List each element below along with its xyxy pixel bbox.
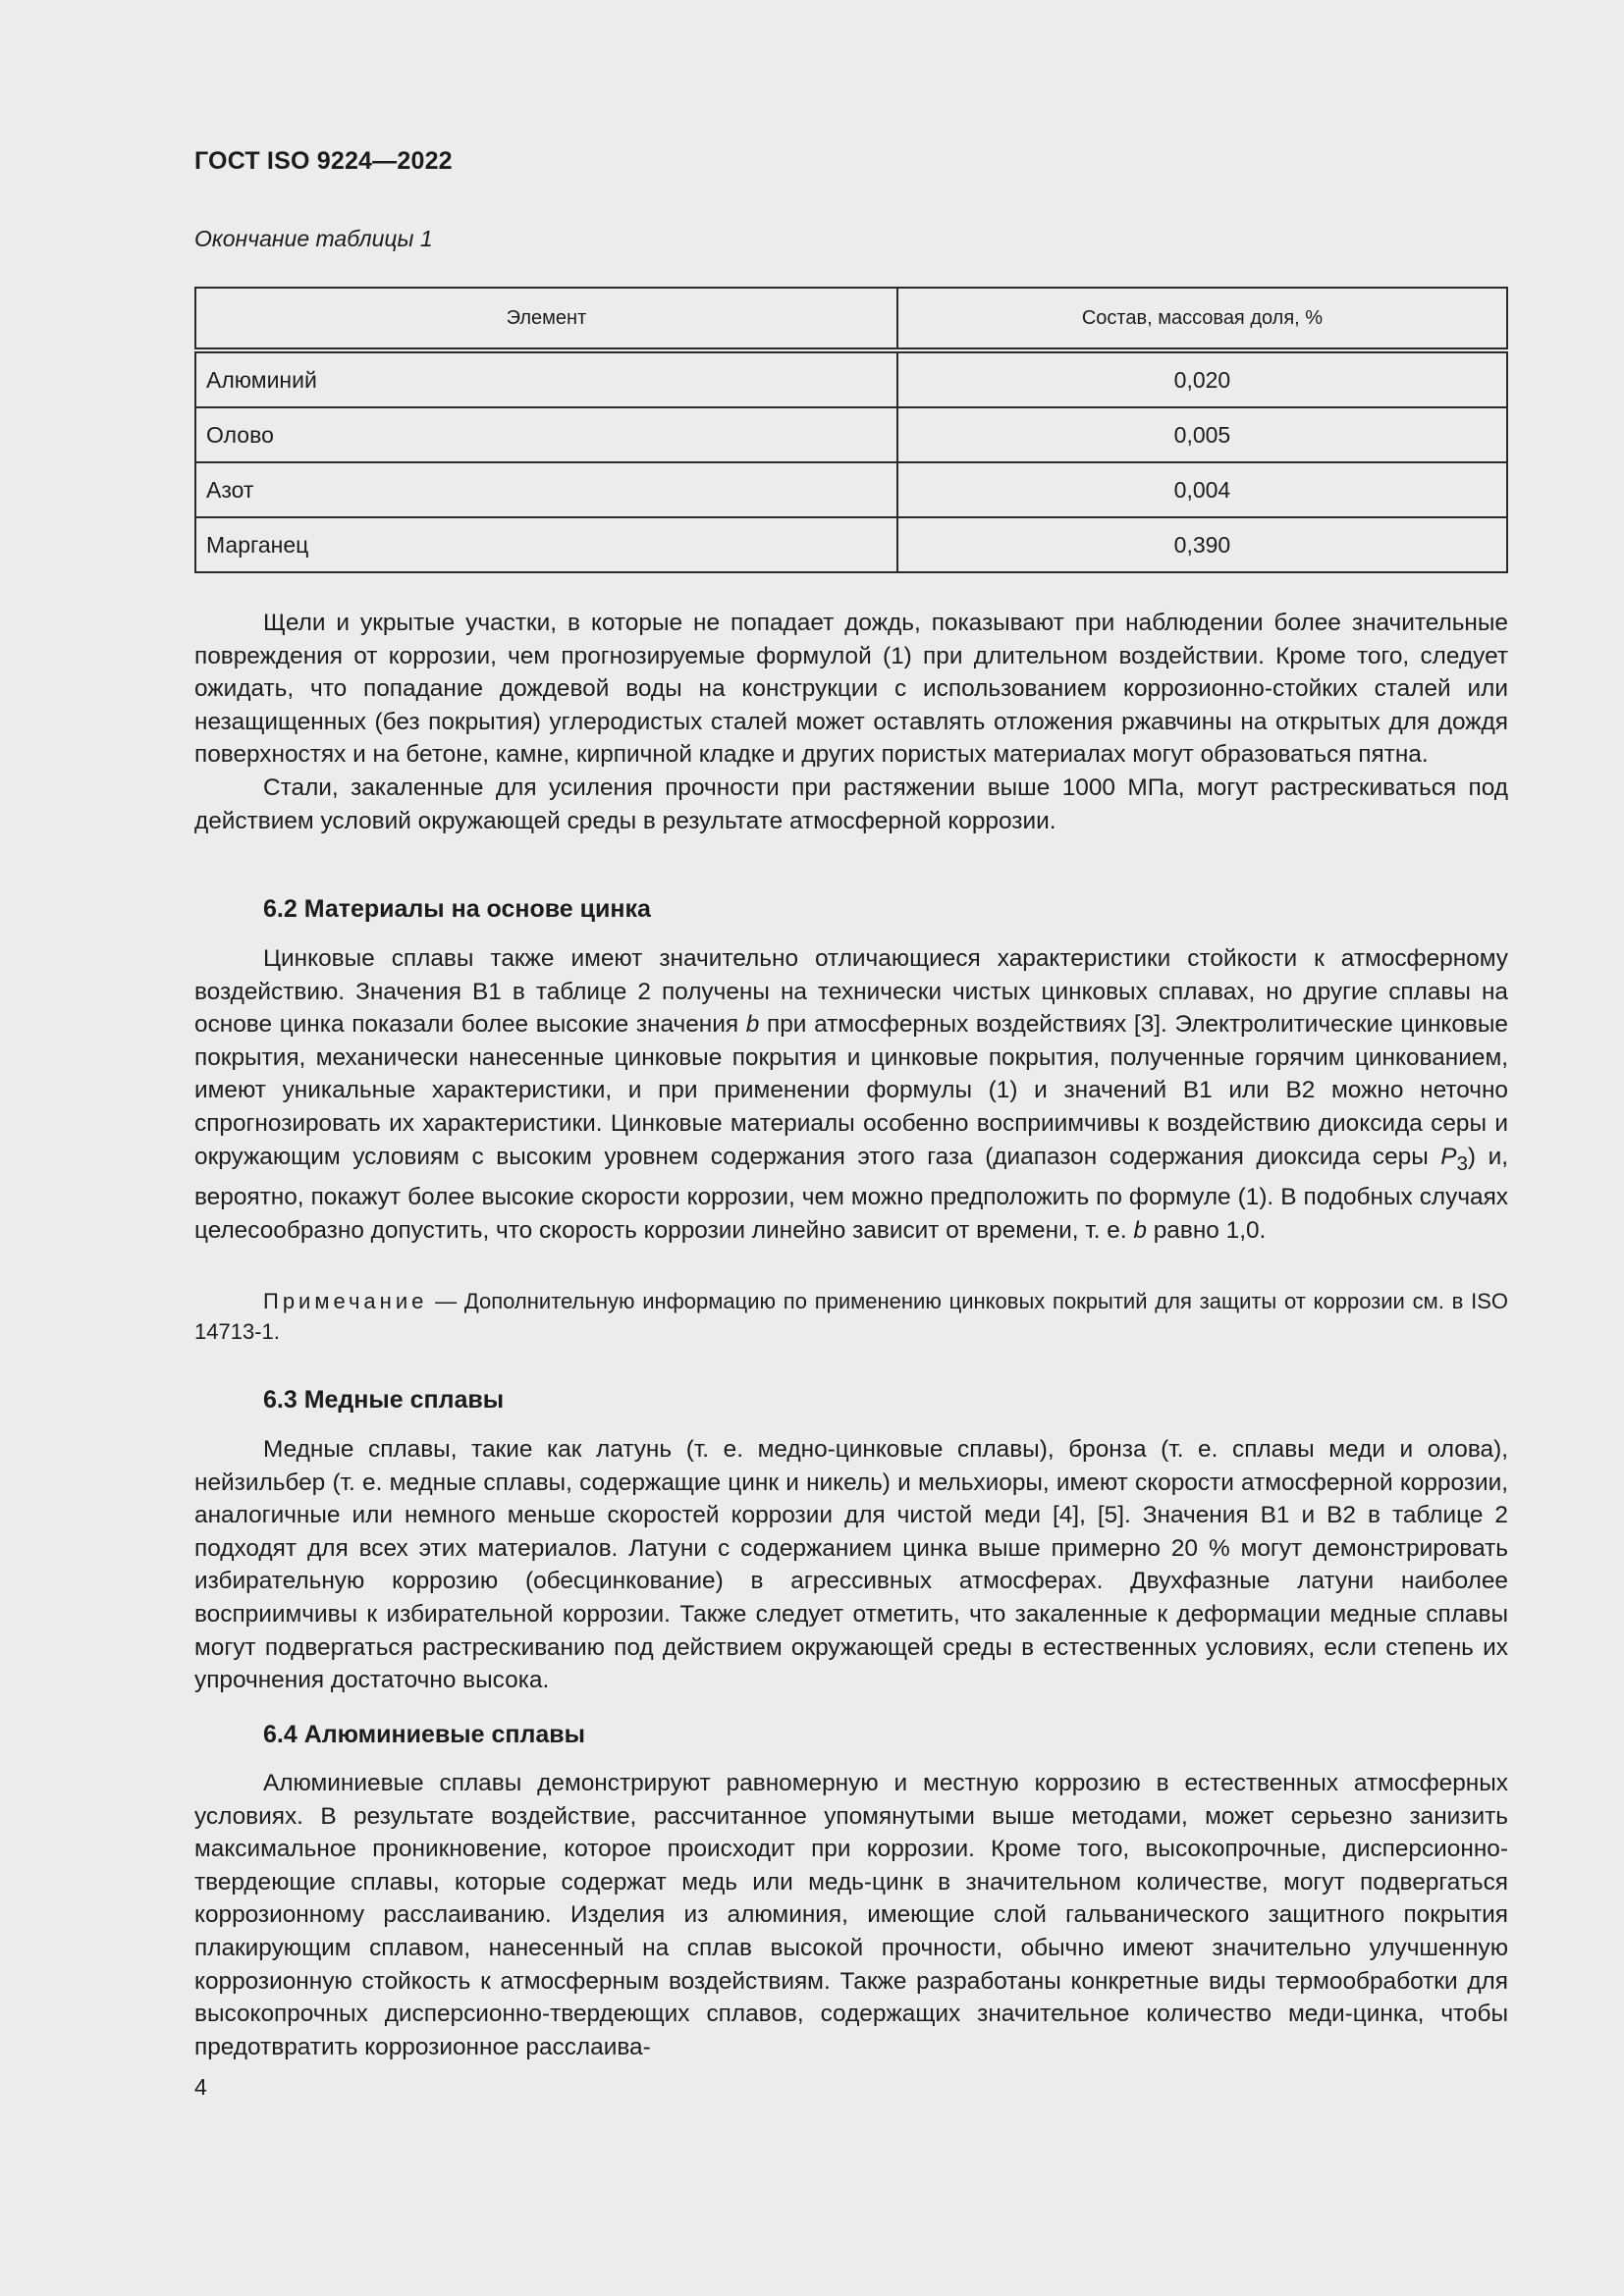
cell-element: Азот <box>195 462 897 517</box>
table-row <box>195 462 1507 517</box>
intro-text-block <box>194 607 1508 837</box>
section-6-4-text <box>194 1767 1508 2063</box>
note-paragraph <box>194 1286 1508 1347</box>
cell-value: 0,020 <box>897 350 1507 407</box>
cell-element: Олово <box>195 407 897 462</box>
section-heading-6-3: 6.3 Медные сплавы <box>263 1386 505 1414</box>
paragraph: Медные сплавы, такие как латунь (т. е. медно-цинковые сплавы), бронза (т. е. сплавы меди и олова), нейзильбер (т. е. медные сплавы, содержащие цинк и никель) и мельхиоры, имеют скорости атмосферной коррозии, аналогичные или немного меньше скоростей коррозии для чистой меди [4], [5]. Значения B1 и B2 в таблице 2 подходят для всех этих материалов. Латуни с содержанием цинка выше примерно 20 % могут демонстрировать избирательную коррозию (обесцинкование) в агрессивных атмосферах. Двухфазные латуни наиболее восприимчивы к избирательной коррозии. Также следует отметить, что закаленные к деформации медные сплавы могут подвергаться растрескиванию под действием окружающей среды в естественных условиях, если степень их упрочнения достаточно высока. <box>194 1436 1508 1694</box>
section-6-2-text <box>194 942 1508 1247</box>
cell-value: 0,390 <box>897 517 1507 572</box>
cell-element: Марганец <box>195 517 897 572</box>
document-code-header: ГОСТ ISO 9224—2022 <box>194 147 453 175</box>
paragraph: Щели и укрытые участки, в которые не попадает дождь, показывают при наблюдении более значительные повреждения от коррозии, чем прогнозируемые формулой (1) при длительном воздействии. Кроме того, следует ожидать, что попадание дождевой воды на конструкции с использованием коррозионно-стойких сталей или незащищенных (без покрытия) углеродистых сталей может оставлять отложения ржавчины на открытых для дождя поверхностях и на бетоне, камне, кирпичной кладке и других пористых материалах могут образоваться пятна. <box>194 610 1508 769</box>
section-heading-6-4: 6.4 Алюминиевые сплавы <box>263 1721 585 1748</box>
section-heading-6-2: 6.2 Материалы на основе цинка <box>263 895 651 923</box>
table-caption: Окончание таблицы 1 <box>194 226 433 251</box>
note-block <box>194 1286 1508 1347</box>
paragraph: Цинковые сплавы также имеют значительно отличающиеся характеристики стойкости к атмосферному воздействию. Значения B1 в таблице 2 получены на технически чистых цинковых сплавах, но другие сплавы на основе цинка показали более высокие значения b при атмосферных воздействиях [3]. Электролитические цинковые покрытия, механически нанесенные цинковые покрытия и цинковые покрытия, полученные горячим цинкованием, имеют уникальные характеристики, и при применении формулы (1) и значений B1 или B2 можно неточно спрогнозировать их характеристики. Цинковые материалы особенно восприимчивы к воздействию диоксида серы и окружающим условиям с высоким уровнем содержания этого газа (диапазон содержания диоксида серы $P_3$) и, вероятно, покажут более высокие скорости коррозии, чем можно предположить по формуле (1). В подобных случаях целесообразно допустить, что скорость коррозии линейно зависит от времени, т. е. b равно 1,0. <box>194 945 1508 1244</box>
table-header-row <box>195 288 1507 350</box>
section-6-3-text <box>194 1433 1508 1697</box>
column-header-composition: Состав, массовая доля, % <box>897 288 1507 350</box>
cell-element: Алюминий <box>195 350 897 407</box>
paragraph: Алюминиевые сплавы демонстрируют равномерную и местную коррозию в естественных атмосферных условиях. В результате воздействие, рассчитанное упомянутыми выше методами, может серьезно занизить максимальное проникновение, которое происходит при коррозии. Кроме того, высокопрочные, дисперсионно-твердеющие сплавы, которые содержат медь или медь-цинк в значительном количестве, могут подвергаться коррозионному расслаиванию. Изделия из алюминия, имеющие слой гальванического защитного покрытия плакирующим сплавом, нанесенный на сплав высокой прочности, обычно имеют значительно улучшенную коррозионную стойкость к атмосферным воздействиям. Также разработаны конкретные виды термообработки для высокопрочных дисперсионно-твердеющих сплавов, содержащих значительное количество меди-цинка, чтобы предотвратить коррозионное расслаива- <box>194 1770 1508 2060</box>
table-row <box>195 407 1507 462</box>
cell-value: 0,005 <box>897 407 1507 462</box>
note-text: — Дополнительную информацию по применению цинковых покрытий для защиты от коррозии см. в ISO 14713-1. <box>194 1289 1508 1344</box>
column-header-element: Элемент <box>195 288 897 350</box>
composition-table <box>194 287 1508 573</box>
table-row <box>195 517 1507 572</box>
table-row <box>195 350 1507 407</box>
page-number: 4 <box>194 2074 207 2100</box>
note-label: Примечание <box>263 1289 428 1313</box>
cell-value: 0,004 <box>897 462 1507 517</box>
paragraph: Стали, закаленные для усиления прочности при растяжении выше 1000 МПа, могут растрескиваться под действием условий окружающей среды в результате атмосферной коррозии. <box>194 774 1508 834</box>
